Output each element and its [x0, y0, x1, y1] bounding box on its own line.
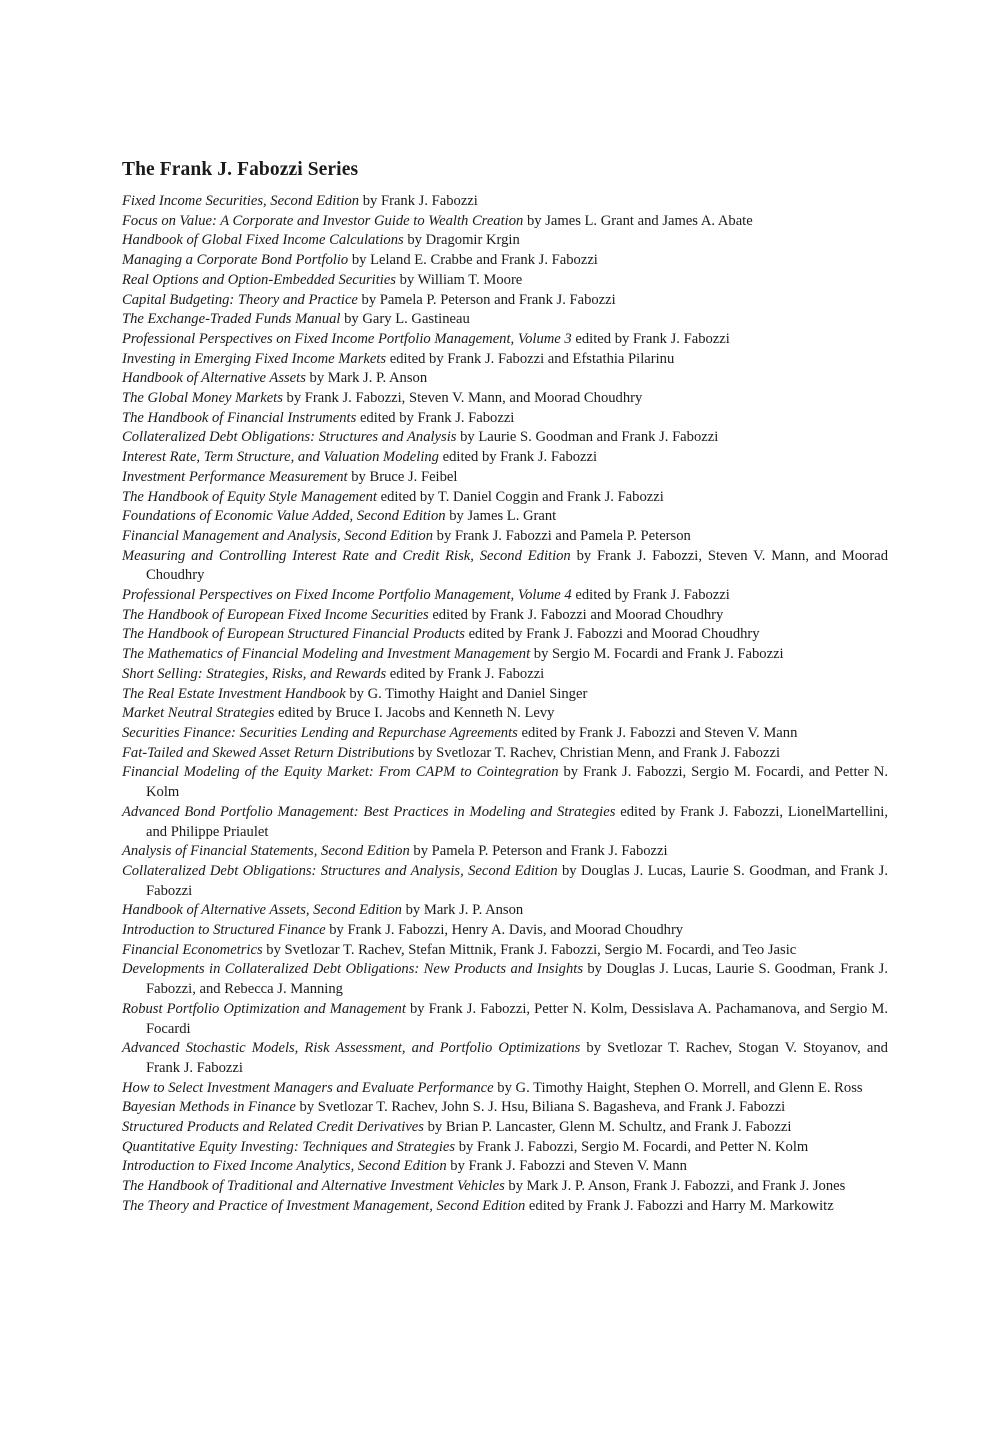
- book-entry: [122, 1039, 888, 1078]
- book-entry: [122, 527, 888, 547]
- book-title: Advanced Bond Portfolio Management: Best Practices in Modeling and Strategies: [122, 803, 616, 820]
- book-title: Analysis of Financial Statements, Second Edition: [122, 843, 410, 860]
- book-credit: by G. Timothy Haight and Daniel Singer: [345, 685, 588, 702]
- book-credit: by Douglas J. Lucas, Laurie S. Goodman, and Frank J. Fabozzi: [146, 862, 888, 899]
- book-title: The Exchange-Traded Funds Manual: [122, 311, 341, 328]
- book-entry: [122, 409, 888, 429]
- book-title: Capital Budgeting: Theory and Practice: [122, 291, 358, 308]
- book-entry: [122, 488, 888, 508]
- book-title: The Handbook of European Structured Financial Products: [122, 626, 465, 643]
- book-title: Market Neutral Strategies: [122, 705, 275, 722]
- book-title: The Theory and Practice of Investment Management, Second Edition: [122, 1197, 526, 1214]
- book-title: Handbook of Alternative Assets, Second Edition: [122, 902, 402, 919]
- book-credit: by Dragomir Krgin: [403, 232, 520, 249]
- book-entry: [122, 665, 888, 685]
- book-title: Introduction to Structured Finance: [122, 922, 326, 939]
- book-entry: [122, 724, 888, 744]
- book-title: Introduction to Fixed Income Analytics, Second Edition: [122, 1158, 447, 1175]
- book-credit: by Frank J. Fabozzi and Steven V. Mann: [446, 1158, 687, 1175]
- book-title: Professional Perspectives on Fixed Income Portfolio Management, Volume 3: [122, 330, 572, 347]
- book-list: [122, 192, 888, 1217]
- book-entry: [122, 606, 888, 626]
- book-entry: [122, 586, 888, 606]
- book-title: Structured Products and Related Credit Derivatives: [122, 1119, 424, 1136]
- book-entry: [122, 271, 888, 291]
- book-entry: [122, 369, 888, 389]
- book-credit: edited by T. Daniel Coggin and Frank J. Fabozzi: [376, 488, 664, 505]
- book-title: The Handbook of Equity Style Management: [122, 488, 377, 505]
- book-credit: by Douglas J. Lucas, Laurie S. Goodman, Frank J. Fabozzi, and Rebecca J. Manning: [146, 961, 888, 998]
- book-credit: by Svetlozar T. Rachev, John S. J. Hsu, Biliana S. Bagasheva, and Frank J. Fabozzi: [295, 1099, 786, 1116]
- book-title: Focus on Value: A Corporate and Investor Guide to Wealth Creation: [122, 212, 524, 229]
- book-credit: edited by Bruce I. Jacobs and Kenneth N. Levy: [274, 705, 555, 722]
- book-credit: by James L. Grant and James A. Abate: [523, 212, 753, 229]
- book-title: Collateralized Debt Obligations: Structures and Analysis: [122, 429, 457, 446]
- book-title: The Mathematics of Financial Modeling and Investment Management: [122, 646, 531, 663]
- book-credit: by Frank J. Fabozzi, Henry A. Davis, and Moorad Choudhry: [325, 922, 684, 939]
- book-title: Handbook of Global Fixed Income Calculations: [122, 232, 404, 249]
- book-title: Investment Performance Measurement: [122, 468, 348, 485]
- book-title: Investing in Emerging Fixed Income Markets: [122, 350, 387, 367]
- book-entry: [122, 251, 888, 271]
- book-title: Handbook of Alternative Assets: [122, 370, 306, 387]
- book-entry: [122, 1197, 888, 1217]
- book-credit: by Gary L. Gastineau: [340, 311, 470, 328]
- book-entry: [122, 291, 888, 311]
- book-entry: [122, 350, 888, 370]
- book-entry: [122, 1118, 888, 1138]
- book-entry: [122, 1079, 888, 1099]
- book-title: Securities Finance: Securities Lending and Repurchase Agreements: [122, 724, 518, 741]
- book-entry: [122, 547, 888, 586]
- book-entry: [122, 1177, 888, 1197]
- book-credit: by Svetlozar T. Rachev, Stogan V. Stoyanov, and Frank J. Fabozzi: [146, 1040, 888, 1076]
- book-title: Real Options and Option-Embedded Securities: [122, 271, 396, 288]
- book-credit: edited by Frank J. Fabozzi and Harry M. Markowitz: [525, 1197, 834, 1214]
- book-credit: edited by Frank J. Fabozzi and Efstathia Pilarinu: [386, 350, 675, 367]
- book-title: Financial Econometrics: [122, 941, 263, 958]
- book-credit: by Pamela P. Peterson and Frank J. Fabozzi: [357, 291, 616, 308]
- book-title: Robust Portfolio Optimization and Management: [122, 1000, 406, 1017]
- book-entry: [122, 428, 888, 448]
- book-credit: by Mark J. P. Anson: [305, 370, 428, 387]
- book-entry: [122, 1138, 888, 1158]
- book-entry: [122, 803, 888, 842]
- book-entry: [122, 389, 888, 409]
- book-entry: [122, 763, 888, 802]
- book-credit: edited by Frank J. Fabozzi: [438, 449, 598, 466]
- book-credit: by Frank J. Fabozzi, Sergio M. Focardi, and Petter N. Kolm: [455, 1138, 809, 1155]
- book-title: The Handbook of Financial Instruments: [122, 409, 357, 426]
- book-title: Financial Management and Analysis, Second Edition: [122, 527, 434, 544]
- book-entry: [122, 960, 888, 999]
- book-entry: [122, 901, 888, 921]
- book-entry: [122, 231, 888, 251]
- book-credit: by Bruce J. Feibel: [347, 468, 458, 485]
- book-credit: edited by Frank J. Fabozzi and Steven V. Mann: [517, 724, 798, 741]
- book-title: Short Selling: Strategies, Risks, and Rewards: [122, 665, 387, 682]
- book-title: Financial Modeling of the Equity Market: From CAPM to Cointegration: [122, 764, 559, 781]
- book-credit: by William T. Moore: [396, 271, 523, 288]
- book-title: Fat-Tailed and Skewed Asset Return Distributions: [122, 744, 415, 761]
- book-entry: [122, 941, 888, 961]
- book-entry: [122, 1000, 888, 1039]
- book-credit: by James L. Grant: [445, 508, 557, 525]
- book-credit: by Sergio M. Focardi and Frank J. Fabozzi: [530, 646, 784, 663]
- series-page: [122, 158, 888, 1217]
- book-title: Managing a Corporate Bond Portfolio: [122, 252, 349, 269]
- book-title: Professional Perspectives on Fixed Income Portfolio Management, Volume 4: [122, 587, 572, 604]
- book-entry: [122, 507, 888, 527]
- book-entry: [122, 330, 888, 350]
- book-entry: [122, 625, 888, 645]
- book-credit: by Mark J. P. Anson: [401, 902, 524, 919]
- book-entry: [122, 1157, 888, 1177]
- book-credit: by Brian P. Lancaster, Glenn M. Schultz, and Frank J. Fabozzi: [423, 1119, 792, 1136]
- book-title: Quantitative Equity Investing: Techniques and Strategies: [122, 1138, 456, 1155]
- book-credit: edited by Frank J. Fabozzi: [386, 665, 545, 682]
- book-entry: [122, 1098, 888, 1118]
- book-entry: [122, 212, 888, 232]
- book-credit: by Frank J. Fabozzi, Sergio M. Focardi, and Petter N. Kolm: [146, 764, 888, 801]
- book-entry: [122, 744, 888, 764]
- book-credit: edited by Frank J. Fabozzi: [356, 409, 515, 426]
- book-title: Collateralized Debt Obligations: Structures and Analysis, Second Edition: [122, 862, 558, 879]
- book-credit: by Frank J. Fabozzi: [359, 193, 478, 209]
- book-entry: [122, 645, 888, 665]
- book-credit: by Pamela P. Peterson and Frank J. Fabozzi: [409, 843, 668, 860]
- book-entry: [122, 685, 888, 705]
- book-entry: [122, 704, 888, 724]
- book-credit: edited by Frank J. Fabozzi: [571, 587, 730, 604]
- book-credit: by Svetlozar T. Rachev, Christian Menn, and Frank J. Fabozzi: [414, 744, 780, 761]
- book-title: Foundations of Economic Value Added, Second Edition: [122, 508, 446, 525]
- book-credit: by G. Timothy Haight, Stephen O. Morrell, and Glenn E. Ross: [493, 1079, 863, 1096]
- book-title: The Handbook of European Fixed Income Securities: [122, 606, 429, 623]
- book-entry: [122, 862, 888, 901]
- book-title: The Global Money Markets: [122, 390, 283, 407]
- series-title: The Frank J. Fabozzi Series: [122, 159, 359, 180]
- book-title: Developments in Collateralized Debt Obligations: New Products and Insights: [122, 961, 583, 978]
- book-credit: by Mark J. P. Anson, Frank J. Fabozzi, and Frank J. Jones: [504, 1178, 846, 1195]
- book-credit: edited by Frank J. Fabozzi and Moorad Choudhry: [464, 626, 760, 643]
- book-credit: edited by Frank J. Fabozzi and Moorad Choudhry: [428, 606, 724, 623]
- book-title: Bayesian Methods in Finance: [122, 1099, 296, 1116]
- book-credit: edited by Frank J. Fabozzi, LionelMartellini, and Philippe Priaulet: [146, 803, 888, 840]
- book-entry: [122, 468, 888, 488]
- book-title: Fixed Income Securities, Second Edition: [122, 193, 360, 209]
- book-title: How to Select Investment Managers and Evaluate Performance: [122, 1079, 494, 1096]
- book-title: Measuring and Controlling Interest Rate and Credit Risk, Second Edition: [122, 547, 571, 564]
- book-title: The Handbook of Traditional and Alternative Investment Vehicles: [122, 1178, 505, 1195]
- book-entry: [122, 310, 888, 330]
- book-credit: by Leland E. Crabbe and Frank J. Fabozzi: [348, 252, 598, 269]
- book-entry: [122, 921, 888, 941]
- book-entry: [122, 192, 888, 212]
- book-credit: by Frank J. Fabozzi, Petter N. Kolm, Dessislava A. Pachamanova, and Sergio M. Focardi: [146, 1000, 889, 1037]
- book-title: The Real Estate Investment Handbook: [122, 685, 346, 702]
- book-credit: edited by Frank J. Fabozzi: [571, 330, 730, 347]
- book-entry: [122, 842, 888, 862]
- book-credit: by Frank J. Fabozzi, Steven V. Mann, and Moorad Choudhry: [146, 547, 888, 584]
- book-entry: [122, 448, 888, 468]
- book-credit: by Frank J. Fabozzi, Steven V. Mann, and Moorad Choudhry: [282, 390, 643, 407]
- book-title: Interest Rate, Term Structure, and Valuation Modeling: [122, 449, 439, 466]
- book-credit: by Svetlozar T. Rachev, Stefan Mittnik, Frank J. Fabozzi, Sergio M. Focardi, and Teo Jasic: [262, 941, 797, 958]
- book-credit: by Laurie S. Goodman and Frank J. Fabozzi: [456, 429, 719, 446]
- book-credit: by Frank J. Fabozzi and Pamela P. Peterson: [433, 527, 691, 544]
- book-title: Advanced Stochastic Models, Risk Assessment, and Portfolio Optimizations: [122, 1040, 581, 1057]
